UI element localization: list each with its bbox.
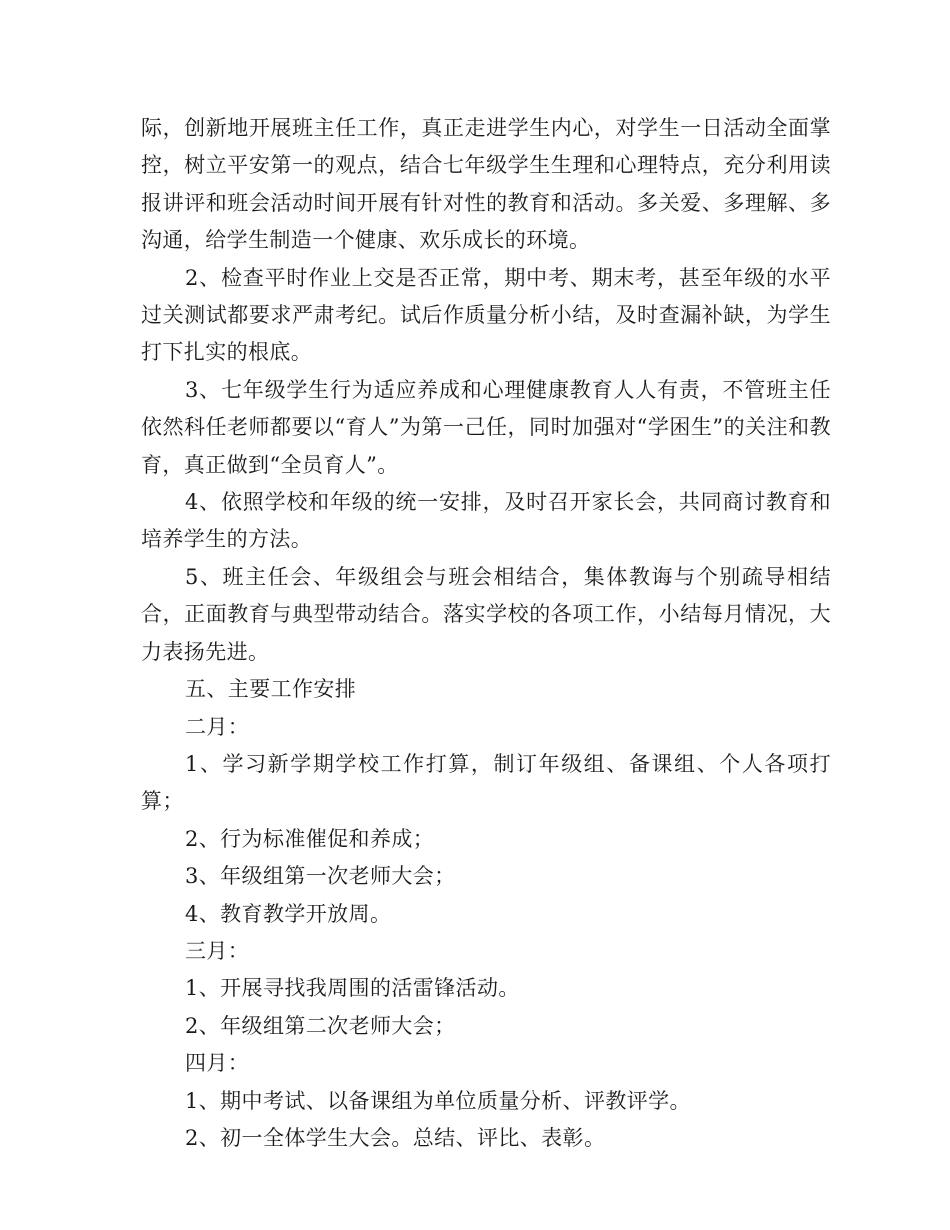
month-heading-february: 二月：: [185, 714, 250, 739]
paragraph-item-3: 3、七年级学生行为适应养成和心理健康教育人人有责，不管班主任依然科任老师都要以“育人”为第一己任，同时加强对“学困生”的关注和教育，真正做到“全员育人”。: [141, 377, 831, 477]
february-item-3: 3、年级组第一次老师大会；: [185, 864, 456, 889]
february-item-2: 2、行为标准催促和养成；: [185, 826, 435, 851]
paragraph-item-2: 2、检查平时作业上交是否正常，期中考、期末考，甚至年级的水平过关测试都要求严肃考纪。试后作质量分析小结，及时查漏补缺，为学生打下扎实的根底。: [141, 265, 831, 365]
month-heading-april: 四月：: [185, 1051, 250, 1076]
paragraph-continuation: 际，创新地开展班主任工作，真正走进学生内心，对学生一日活动全面掌控，树立平安第一的观点，结合七年级学生生理和心理特点，充分利用读报讲评和班会活动时间开展有针对性的教育和活动。多关爱、多理解、多沟通，给学生制造一个健康、欢乐成长的环境。: [141, 116, 831, 253]
february-item-1: 1、学习新学期学校工作打算，制订年级组、备课组、个人各项打算；: [141, 751, 831, 814]
paragraph-item-5: 5、班主任会、年级组会与班会相结合，集体教诲与个别疏导相结合，正面教育与典型带动结合。落实学校的各项工作，小结每月情况，大力表扬先进。: [141, 564, 831, 664]
paragraph-item-4: 4、依照学校和年级的统一安排，及时召开家长会，共同商讨教育和培养学生的方法。: [141, 490, 831, 552]
march-item-1: 1、开展寻找我周围的活雷锋活动。: [185, 976, 520, 1001]
march-item-2: 2、年级组第二次老师大会；: [185, 1013, 456, 1038]
document-body: [141, 110, 831, 1157]
april-item-1: 1、期中考试、以备课组为单位质量分析、评教评学。: [185, 1088, 691, 1113]
april-item-2: 2、初一全体学生大会。总结、评比、表彰。: [185, 1125, 606, 1150]
february-item-4: 4、教育教学开放周。: [185, 901, 392, 926]
section-heading: 五、主要工作安排: [185, 677, 357, 702]
month-heading-march: 三月：: [185, 938, 250, 963]
